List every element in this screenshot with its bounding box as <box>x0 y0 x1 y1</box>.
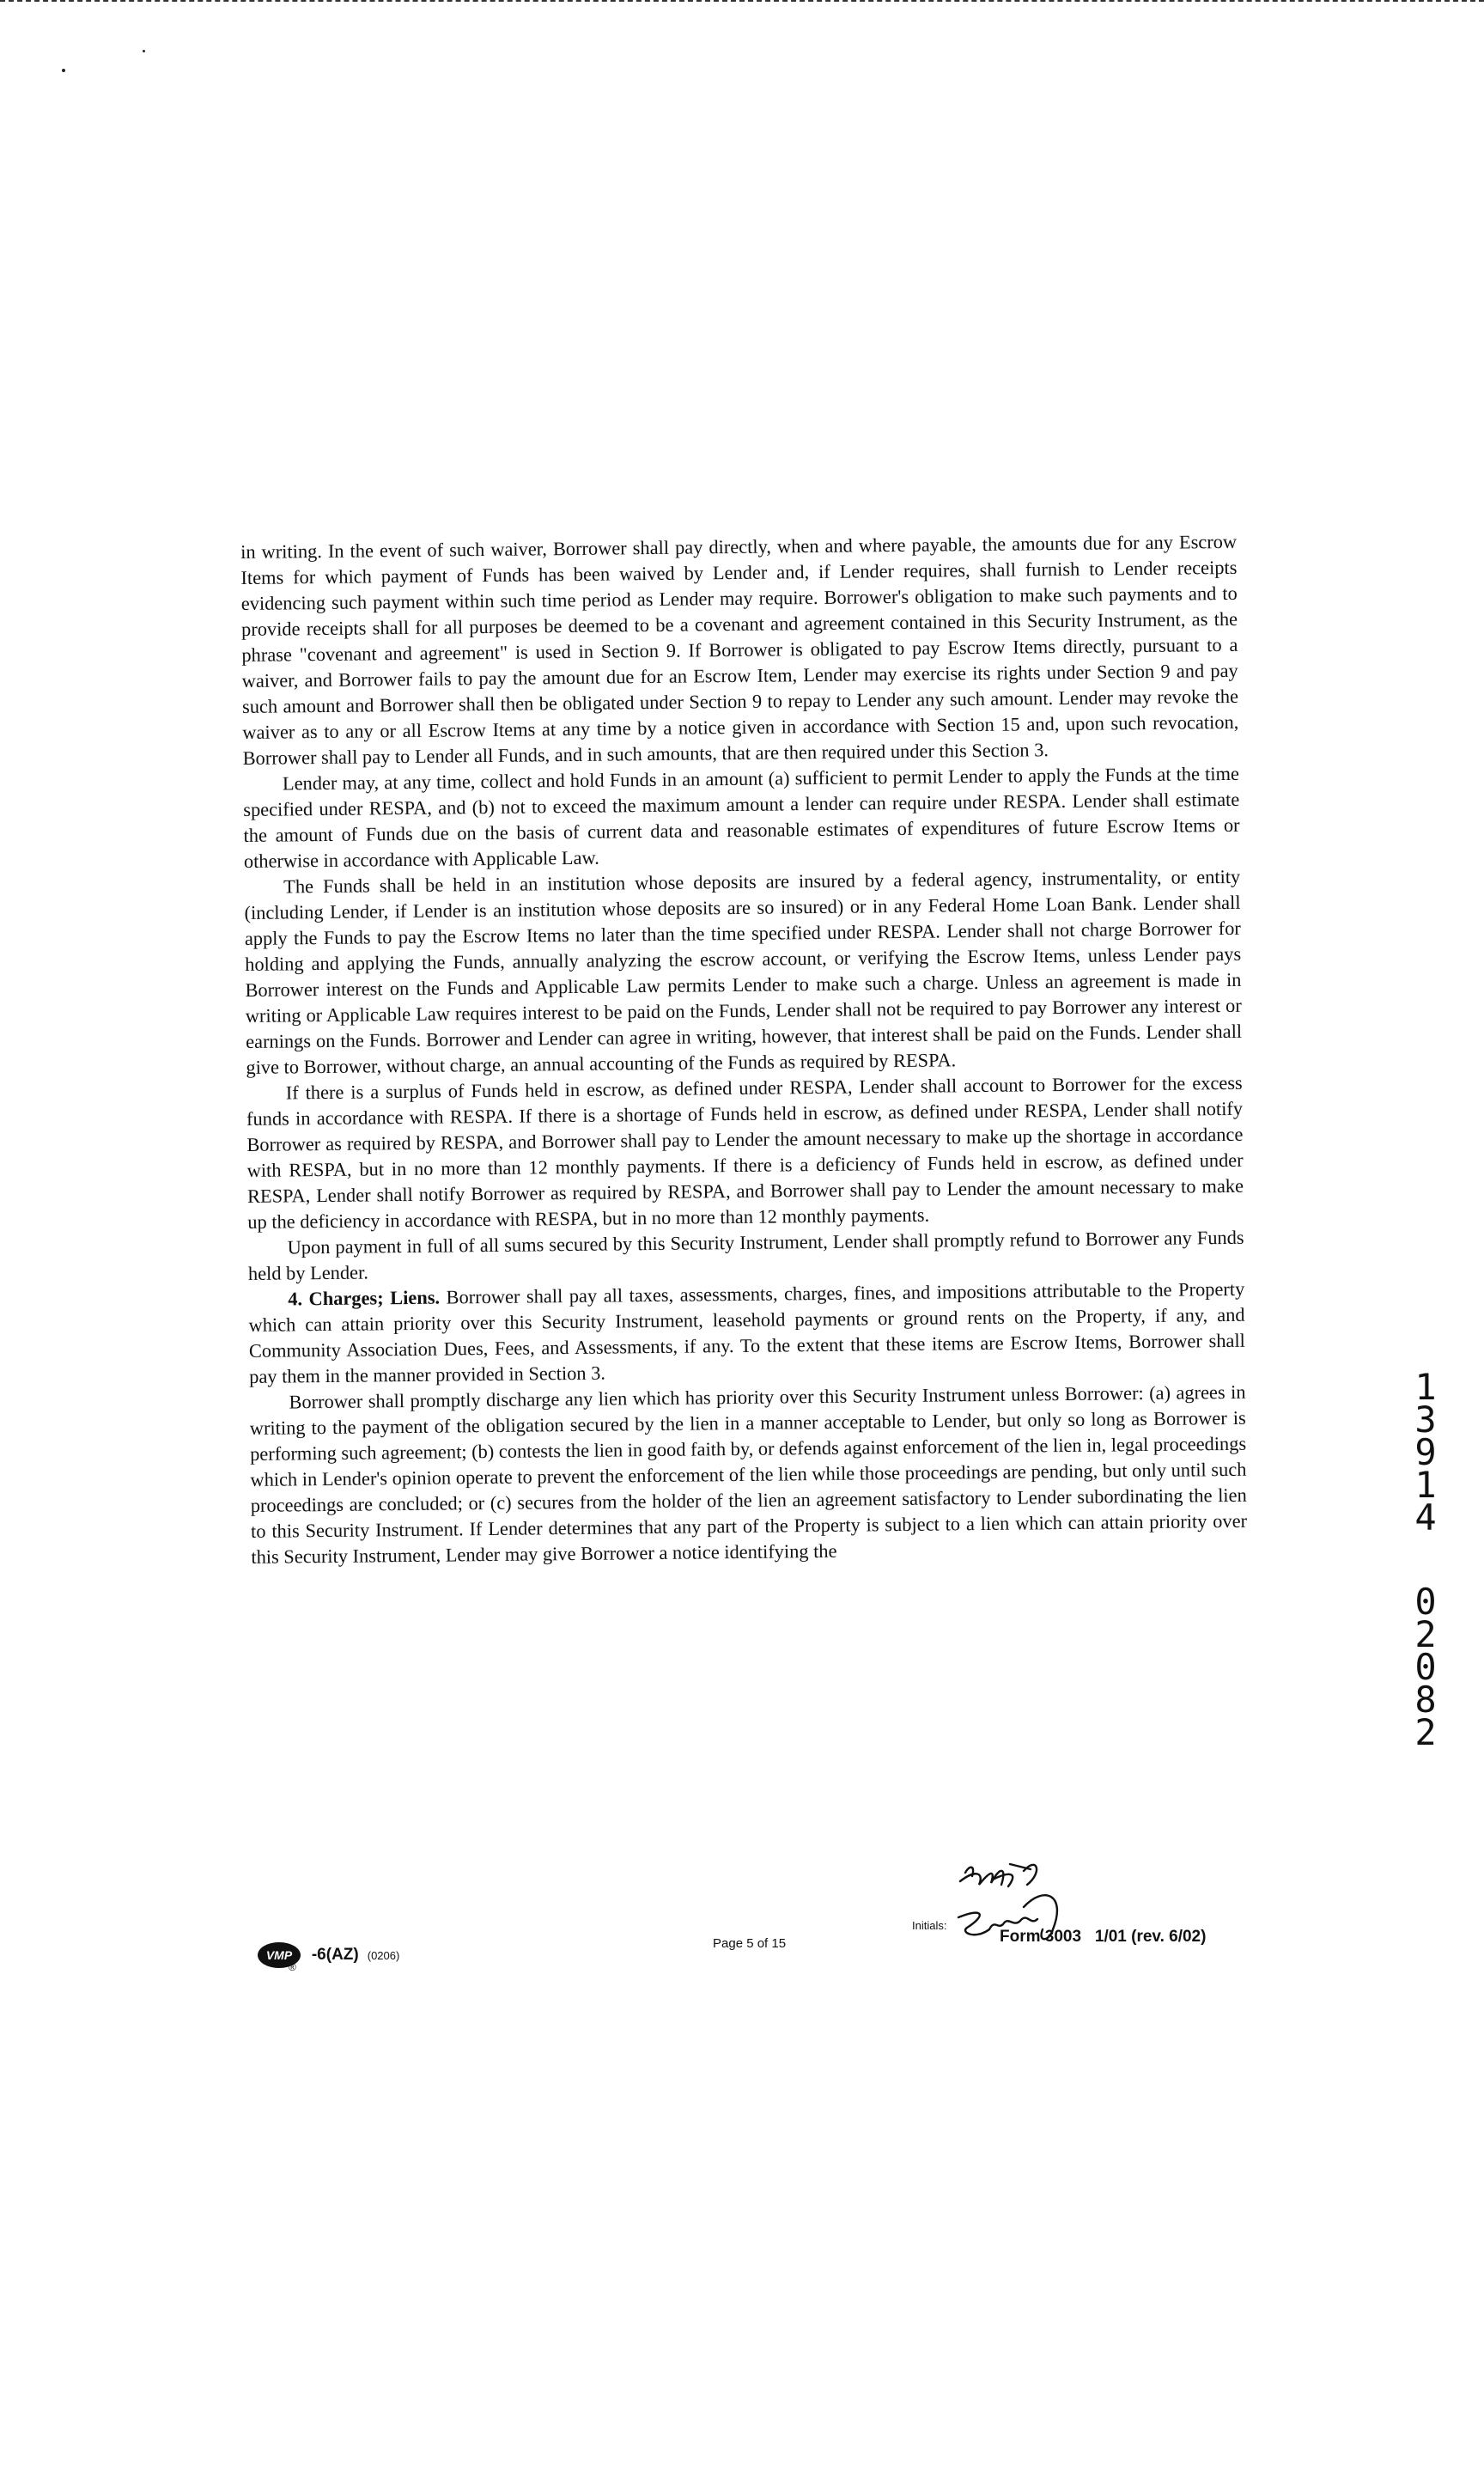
form-code-date: (0206) <box>367 1948 400 1962</box>
recording-digit: 3 <box>1414 1398 1437 1441</box>
paragraph-text: Upon payment in full of all sums secured by this Security Instrument, Lender shall promptly refund to Borrower any Funds held by Lender. <box>247 1226 1244 1284</box>
recording-digit: 1 <box>1414 1464 1437 1506</box>
paragraph <box>240 529 1239 771</box>
initials-label: Initials: <box>912 1919 947 1932</box>
scan-speck <box>143 50 145 52</box>
paragraph <box>248 1277 1245 1390</box>
paragraph <box>244 864 1242 1081</box>
paragraph-text: in writing. In the event of such waiver, Borrower shall pay directly, when and where payable, the amounts due for any Escrow Items for which payment of Funds has been waived by Lender and, if Lender requires, shall furnish to Lender receipts evidencing such payment within such time period as Lender may require. Borrower's obligation to make such payments and to provide receipts shall for all purposes be deemed to be a covenant and agreement contained in this Security Instrument, as the phrase "covenant and agreement" is used in Section 9. If Borrower is obligated to pay Escrow Items directly, pursuant to a waiver, and Borrower fails to pay the amount due for an Escrow Item, Lender may exercise its rights under Section 9 and pay such amount and Borrower shall then be obligated under Section 9 to repay to Lender any such amount. Lender may revoke the waiver as to any or all Escrow Items at any time by a notice given in accordance with Section 15 and, upon such revocation, Borrower shall pay to Lender all Funds, and in such amounts, that are then required under this Section 3. <box>240 530 1239 769</box>
form-code: -6(AZ) <box>311 1946 359 1964</box>
recording-digit: 2 <box>1414 1613 1437 1655</box>
paragraph-text: If there is a surplus of Funds held in escrow, as defined under RESPA, Lender shall account to Borrower for the excess funds in accordance with RESPA. If there is a shortage of Funds held in escrow, as defined under RESPA, Lender shall notify Borrower as required by RESPA, and Borrower shall pay to Lender the amount necessary to make up the shortage in accordance with RESPA, but in no more than 12 monthly payments. If there is a deficiency of Funds held in escrow, as defined under RESPA, Lender shall notify Borrower as required by RESPA, and Borrower shall pay to Lender the amount necessary to make up the deficiency in accordance with RESPA, but in no more than 12 monthly payments. <box>246 1071 1244 1233</box>
registered-mark: ® <box>289 1961 296 1973</box>
vmp-logo-icon: VMP <box>258 1942 301 1968</box>
recording-digit: 0 <box>1414 1646 1437 1688</box>
paragraph <box>249 1380 1247 1570</box>
recording-number <box>1408 1366 1443 1753</box>
paragraph <box>246 1070 1244 1235</box>
recording-digit: 4 <box>1414 1496 1437 1539</box>
scan-speck <box>62 69 65 72</box>
paragraph-text: Borrower shall promptly discharge any lien which has priority over this Security Instrument unless Borrower: (a) agrees in writing to the payment of the obligation secured by the lien in a manner acceptable to Lender, but only so long as Borrower is performing such agreement; (b) contests the lien in good faith by, or defends against enforcement of the lien in, legal proceedings which in Lender's opinion operate to prevent the enforcement of the lien while those proceedings are pending, but only until such proceedings are concluded; or (c) secures from the holder of the lien an agreement satisfactory to Lender subordinating the lien to this Security Instrument. If Lender determines that any part of the Property is subject to a lien which can attain priority over this Security Instrument, Lender may give Borrower a notice identifying the <box>249 1380 1248 1568</box>
recording-digit: 2 <box>1414 1711 1437 1753</box>
paragraph <box>243 761 1240 874</box>
paragraph-text: Borrower shall pay all taxes, assessments, charges, fines, and impositions attributable to the Property which can attain priority over this Security Instrument, leasehold payments or ground rents on the Property, if any, and Community Association Dues, Fees, and Assessments, if any. To the extent that these items are Escrow Items, Borrower shall pay them in the manner provided in Section 3. <box>248 1277 1245 1387</box>
scan-top-edge <box>0 0 1484 3</box>
document-body <box>240 529 1248 1570</box>
recording-digit: 1 <box>1414 1366 1437 1408</box>
recording-digit: 9 <box>1414 1431 1437 1473</box>
form-code-block <box>258 1938 399 1972</box>
recording-digit: 8 <box>1414 1679 1437 1721</box>
paragraph-text: The Funds shall be held in an institution whose deposits are insured by a federal agency, instrumentality, or entity (including Lender, if Lender is an institution whose deposits are so insured) or in any Federal Home Loan Bank. Lender shall apply the Funds to pay the Escrow Items no later than the time specified under RESPA. Lender shall not charge Borrower for holding and applying the Funds, annually analyzing the escrow account, or verifying the Escrow Items, unless Lender pays Borrower interest on the Funds and Applicable Law permits Lender to make such a charge. Unless an agreement is made in writing or Applicable Law requires interest to be paid on the Funds, Lender shall not be required to pay Borrower any interest or earnings on the Funds. Borrower and Lender can agree in writing, however, that interest shall be paid on the Funds. Lender shall give to Borrower, without charge, an annual accounting of the Funds as required by RESPA. <box>244 865 1243 1078</box>
paragraph-text: Lender may, at any time, collect and hold Funds in an amount (a) sufficient to permit Lender to apply the Funds at the time specified under RESPA, and (b) not to exceed the maximum amount a lender can require under RESPA. Lender shall estimate the amount of Funds due on the basis of current data and reasonable estimates of expenditures of future Escrow Items or otherwise in accordance with Applicable Law. <box>243 762 1240 872</box>
recording-gap <box>1408 1534 1443 1586</box>
recording-digit: 0 <box>1414 1581 1437 1623</box>
page-number: Page 5 of 15 <box>713 1936 787 1951</box>
form-number: Form 3003 1/01 (rev. 6/02) <box>1000 1928 1207 1946</box>
section-heading: 4. Charges; Liens. <box>288 1286 441 1310</box>
